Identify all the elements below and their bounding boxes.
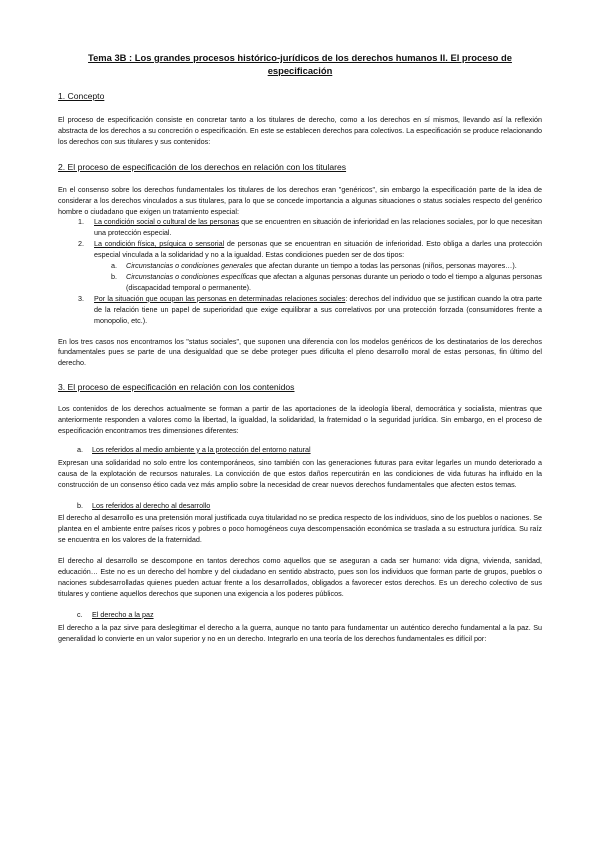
subsection-heading-medio-ambiente	[58, 445, 542, 456]
list-item-text: : derechos del individuo que se justifican cuando la otra parte de la relación tiene un papel de superioridad que exige equilibrar a sus correlativos por una protección forzada (consumidores frente a monopolio, etc.).	[94, 293, 542, 325]
list-item-lead: La condición física, psíquica o sensorial	[94, 239, 225, 249]
list-item-text: que se encuentren en situación de inferioridad en las relaciones sociales, por lo que necesitan una protección especial.	[94, 217, 542, 238]
list-item-text: de personas que se encuentran en situación de inferioridad. Esto obliga a darles una protección especial vinculada a la solidaridad y no a la igualdad. Estas condiciones pueden ser de dos tipos:	[94, 239, 542, 260]
document-page	[58, 52, 542, 645]
list-item	[58, 294, 542, 327]
subsection-letter: b.	[77, 500, 83, 510]
section-heading-contenidos: 3. El proceso de especificación en relación con los contenidos	[58, 382, 295, 393]
list-letter: b.	[111, 271, 117, 281]
list-item	[58, 239, 542, 261]
list-number: 1.	[78, 217, 84, 227]
subsection-letter: a.	[77, 444, 83, 454]
document-title: Tema 3B : Los grandes procesos histórico-jurídicos de los derechos humanos II. El proceso de especificación	[88, 52, 512, 76]
list-item-lead: Por la situación que ocupan las personas en determinadas relaciones sociales	[94, 293, 346, 303]
paragraph-concepto: El proceso de especificación consiste en concretar tanto a los titulares de derecho, como a los derechos en sí mismos, llevando así la reflexión abstracta de los derechos a su concreción o especificación. En este se establecen derechos para colectivos. La especificación se produce relacionando los derechos con sus titulares y sus contenidos:	[58, 115, 542, 146]
paragraph-titulares-intro: En el consenso sobre los derechos fundamentales los titulares de los derechos eran "genéricos", sin embargo la especificación parte de la idea de considerar a los derechos vinculados a sus titulares, para lo que se concede importancia a algunas situaciones o status sociales respecto del genérico hombre o ciudadano que exigen un tratamiento especial:	[58, 184, 542, 216]
section-heading-concepto: 1. Concepto	[58, 91, 105, 101]
sub-list-item	[58, 261, 542, 272]
section-heading-titulares: 2. El proceso de especificación de los derechos en relación con los titulares	[58, 161, 347, 172]
list-item	[58, 217, 542, 239]
subsection-letter: c.	[77, 609, 83, 619]
sub-item-text: que afectan a algunas personas durante un periodo o todo el tiempo a algunas personas (discapacidad temporal o permanente).	[126, 271, 542, 292]
list-number: 2.	[78, 239, 84, 249]
subsection-title: Los referidos al derecho al desarrollo	[92, 500, 211, 510]
titulares-list	[58, 217, 542, 326]
sub-item-text: que afectan durante un tiempo a todas las personas (niños, personas mayores…).	[252, 261, 517, 271]
list-item-lead: La condición social o cultural de las personas	[94, 217, 240, 227]
paragraph-desarrollo-1: El derecho al desarrollo es una pretensión moral justificada cuya titularidad no se predica respecto de los individuos, sino de los pueblos o naciones. Se plantea en el ambiente entre países ricos y pobres o poco homogéneos cuya descompensación económica se traslada a su estructura jurídica. Su raíz se encuentra en los valores de la fraternidad.	[58, 513, 542, 545]
subsection-heading-paz	[58, 610, 542, 621]
sub-list-item	[58, 272, 542, 294]
paragraph-titulares-closing: En los tres casos nos encontramos los "status sociales", que suponen una diferencia con los modelos genéricos de los destinatarios de los derechos fundamentales pues se parte de una desigualdad que se debe proteger pues dificulta el pleno desarrollo moral de estas personas, fin último del derecho.	[58, 336, 542, 368]
paragraph-desarrollo-2: El derecho al desarrollo se descompone en tantos derechos como aquellos que se aseguran a cada ser humano: vida digna, vivienda, sanidad, educación… Este no es un derecho del hombre y del ciudadano en sentido abstracto, pues son los individuos que forman parte de grupos, pueblos o naciones subdesarrolladas quienes pueden actuar frente a los desarrollados, obligados a favorecer estos derechos. Es un derecho colectivo de sus titulares y contiene aquellos derechos que suponen una exigencia a los poderes públicos.	[58, 556, 542, 598]
subsection-title: Los referidos al medio ambiente y a la protección del entorno natural	[92, 444, 311, 454]
list-number: 3.	[78, 293, 84, 303]
subsection-heading-desarrollo	[58, 501, 542, 512]
paragraph-contenidos-intro: Los contenidos de los derechos actualmente se forman a partir de las aportaciones de la ideología liberal, democrática y socialista, mientras que anteriormente responden a valores como la libertad, la igualdad, la solidaridad, la fraternidad o la seguridad jurídica. Sin embargo, en el proceso de especificación encontramos tres dimensiones diferentes:	[58, 404, 542, 436]
list-letter: a.	[111, 261, 117, 271]
sub-item-lead: Circunstancias o condiciones específicas	[126, 271, 258, 281]
sub-item-lead: Circunstancias o condiciones generales	[126, 261, 253, 271]
paragraph-paz: El derecho a la paz sirve para deslegitimar el derecho a la guerra, aunque no tanto para fundamentar un auténtico derecho fundamental a la paz. Su generalidad lo convierte en un valor superior y no en un derecho. Integrarlo en una teoría de los derechos fundamentales es difícil por:	[58, 622, 542, 643]
subsection-title: El derecho a la paz	[92, 609, 154, 619]
paragraph-medio-ambiente: Expresan una solidaridad no solo entre los contemporáneos, sino también con las generaciones futuras para evitar legarles un mundo deteriorado a causa de la explotación de recursos naturales. La convicción de que estos daños repercutirán en las condiciones de vida futuras ha influido en la construcción de un consenso ético cada vez más amplio sobre la necesidad de crear nuevos derechos fundamentales que afecten estos temas.	[58, 457, 542, 489]
